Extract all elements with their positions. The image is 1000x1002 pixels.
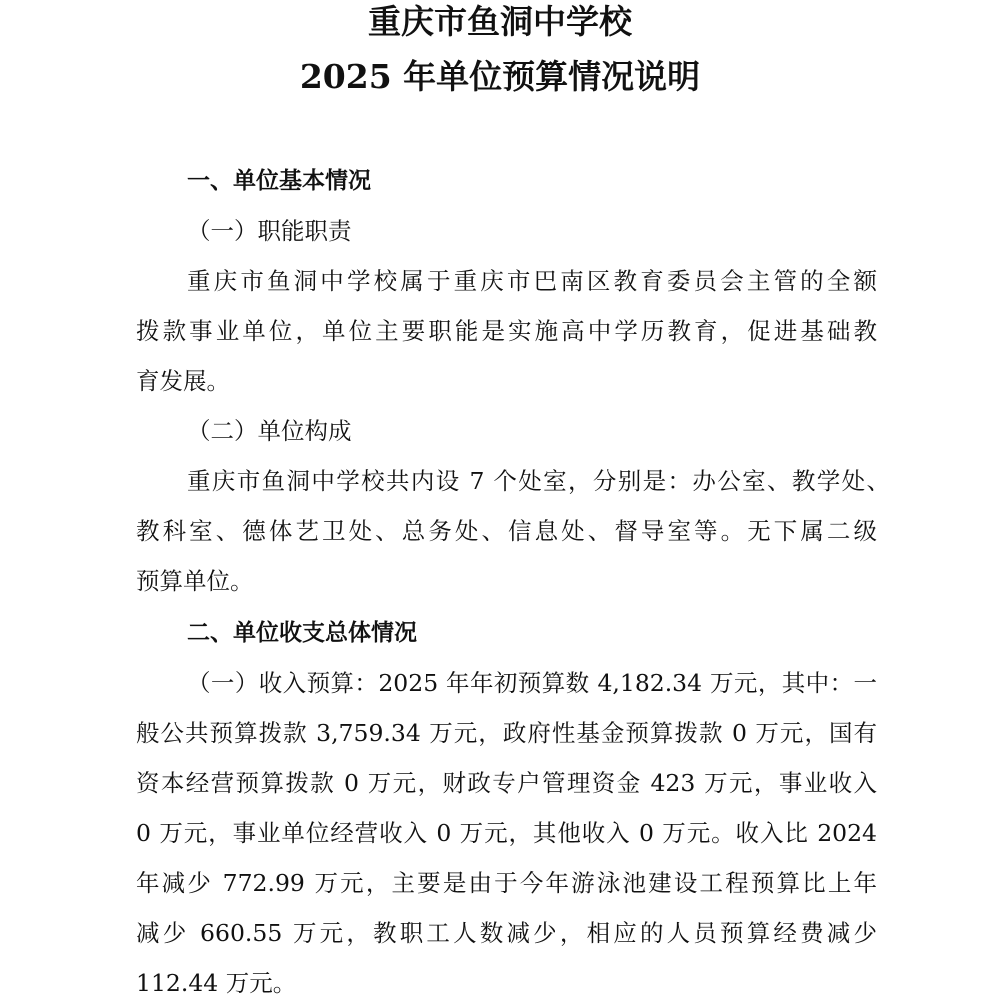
paragraph-line: 重庆市鱼洞中学校共内设 7 个处室，分别是：办公室、教学处、 xyxy=(187,467,890,495)
paragraph-line: 拨款事业单位，单位主要职能是实施高中学历教育，促进基础教 xyxy=(136,317,877,345)
paragraph-line: 资本经营预算拨款 0 万元，财政专户管理资金 423 万元，事业收入 xyxy=(136,769,877,797)
paragraph-line: 0 万元，事业单位经营收入 0 万元，其他收入 0 万元。收入比 2024 xyxy=(136,819,877,847)
document-title-line-1: 重庆市鱼洞中学校 xyxy=(368,2,632,41)
paragraph-line: 教科室、德体艺卫处、总务处、信息处、督导室等。无下属二级 xyxy=(136,517,877,545)
subsection-heading-structure: （二）单位构成 xyxy=(187,417,352,445)
paragraph-line: 年减少 772.99 万元，主要是由于今年游泳池建设工程预算比上年 xyxy=(136,869,877,897)
document-title-line-2: 2025 年单位预算情况说明 xyxy=(299,57,701,96)
paragraph-line: （一）收入预算：2025 年年初预算数 4,182.34 万元，其中：一 xyxy=(187,669,877,697)
paragraph-line: 重庆市鱼洞中学校属于重庆市巴南区教育委员会主管的全额 xyxy=(187,267,877,295)
paragraph-line: 育发展。 xyxy=(136,367,230,395)
subsection-heading-duties: （一）职能职责 xyxy=(187,217,352,245)
paragraph-line: 预算单位。 xyxy=(136,567,254,595)
section-heading-basic-info: 一、单位基本情况 xyxy=(187,168,371,194)
paragraph-line: 112.44 万元。 xyxy=(136,969,297,997)
paragraph-line: 般公共预算拨款 3,759.34 万元，政府性基金预算拨款 0 万元，国有 xyxy=(136,719,877,747)
section-heading-budget-overview: 二、单位收支总体情况 xyxy=(187,620,417,646)
paragraph-line: 减少 660.55 万元，教职工人数减少，相应的人员预算经费减少 xyxy=(136,919,877,947)
